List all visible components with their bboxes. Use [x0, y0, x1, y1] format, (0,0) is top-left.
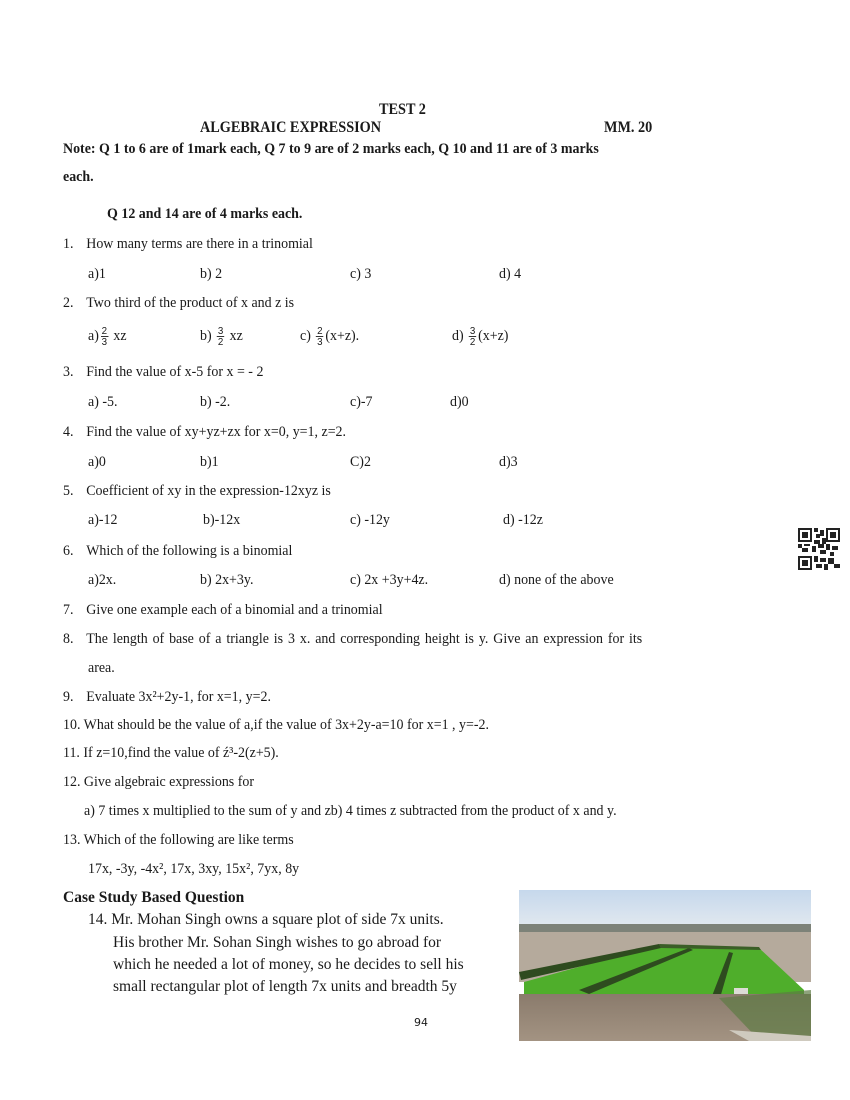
question-number: 5. [63, 483, 74, 499]
q4-option-b: b)1 [200, 454, 219, 470]
question-text: Coefficient of xy in the expression-12xyz is [86, 483, 331, 499]
case-study-line-1: 14. Mr. Mohan Singh owns a square plot of side 7x units. [88, 911, 444, 928]
fraction: $\frac{2}{3}$ [101, 325, 108, 348]
max-marks: MM. 20 [604, 119, 653, 136]
case-study-line-2: His brother Mr. Sohan Singh wishes to go abroad for [113, 934, 442, 951]
question-text: If z=10,find the value of ź³-2(z+5). [83, 745, 279, 761]
q3-option-b: b) -2. [200, 394, 231, 410]
q3-option-a: a) -5. [88, 394, 118, 410]
option-prefix: b) [200, 327, 216, 344]
q1-option-a: a)1 [88, 266, 106, 282]
q2-option-a [88, 326, 127, 347]
question-5 [63, 483, 331, 500]
question-13 [63, 832, 294, 849]
note-line-2: each. [63, 169, 94, 185]
question-2 [63, 295, 294, 312]
option-prefix: a) [88, 327, 99, 344]
question-number: 7. [63, 602, 74, 618]
question-text: Give algebraic expressions for [83, 774, 254, 790]
question-11 [63, 745, 279, 762]
option-suffix: (x+z) [478, 327, 509, 344]
farm-plot-photo [519, 890, 811, 1041]
case-study-line-4: small rectangular plot of length 7x units and breadth 5y [113, 978, 457, 995]
question-12-parts: a) 7 times x multiplied to the sum of y and zb) 4 times z subtracted from the product of x and y. [84, 803, 617, 819]
question-number: 10. [63, 717, 81, 733]
q2-option-d [452, 326, 508, 347]
question-12 [63, 774, 254, 791]
question-text: Which of the following is a binomial [86, 543, 293, 559]
q3-option-d: d)0 [450, 394, 469, 410]
fraction: $\frac{3}{2}$ [469, 325, 476, 348]
question-6 [63, 543, 292, 560]
question-text: How many terms are there in a trinomial [86, 236, 313, 252]
question-number: 8. [63, 631, 74, 647]
question-13-terms: 17x, -3y, -4x², 17x, 3xy, 15x², 7yx, 8y [88, 861, 300, 877]
q6-option-b: b) 2x+3y. [200, 572, 254, 588]
question-number: 1. [63, 236, 74, 252]
test-title: TEST 2 [379, 101, 426, 118]
question-text: The length of base of a triangle is 3 x. and corresponding height is y. Give an expression for its [86, 631, 643, 647]
question-text: Evaluate 3x²+2y-1, for x=1, y=2. [86, 689, 271, 705]
q6-option-c: c) 2x +3y+4z. [350, 572, 429, 588]
q1-option-b: b) 2 [200, 266, 223, 282]
question-7 [63, 602, 383, 619]
question-4 [63, 424, 346, 441]
question-number: 4. [63, 424, 74, 440]
fraction: $\frac{3}{2}$ [217, 325, 224, 348]
q5-option-c: c) -12y [350, 512, 390, 528]
q5-option-d: d) -12z [503, 512, 543, 528]
q1-option-d: d) 4 [499, 266, 522, 282]
qr-code[interactable] [798, 528, 840, 570]
q6-option-a: a)2x. [88, 572, 117, 588]
q1-option-c: c) 3 [350, 266, 372, 282]
option-suffix: xz [109, 327, 127, 344]
fraction: $\frac{2}{3}$ [317, 325, 323, 348]
question-number: 13. [63, 832, 81, 848]
case-study-title: Case Study Based Question [63, 889, 245, 906]
question-8-continuation: area. [88, 660, 115, 676]
chapter-title: ALGEBRAIC EXPRESSION [200, 119, 382, 136]
page-number: 94 [414, 1016, 428, 1029]
option-prefix: c) [300, 327, 315, 344]
question-number: 6. [63, 543, 74, 559]
q5-option-a: a)-12 [88, 512, 118, 528]
question-text: Two third of the product of x and z is [86, 295, 295, 311]
question-8 [63, 631, 642, 648]
case-study-line-3: which he needed a lot of money, so he decides to sell his [113, 956, 464, 973]
question-3 [63, 364, 263, 381]
question-text: Which of the following are like terms [83, 832, 294, 848]
q3-option-c: c)-7 [350, 394, 373, 410]
question-number: 3. [63, 364, 74, 380]
q4-option-c: C)2 [350, 454, 371, 470]
question-text: Find the value of xy+yz+zx for x=0, y=1, z=2. [86, 424, 347, 440]
question-9 [63, 689, 271, 706]
note-line-3: Q 12 and 14 are of 4 marks each. [107, 206, 303, 222]
q6-option-d: d) none of the above [499, 572, 614, 588]
option-suffix: (x+z). [325, 327, 360, 344]
question-text: Find the value of x-5 for x = - 2 [86, 364, 264, 380]
q5-option-b: b)-12x [203, 512, 241, 528]
question-number: 11. [63, 745, 80, 761]
q2-option-c [300, 326, 359, 347]
note-line-1: Note: Q 1 to 6 are of 1mark each, Q 7 to 9 are of 2 marks each, Q 10 and 11 are of 3 marks [63, 141, 599, 157]
question-number: 12. [63, 774, 81, 790]
question-text: Give one example each of a binomial and a trinomial [86, 602, 383, 618]
question-number: 2. [63, 295, 74, 311]
option-suffix: xz [226, 327, 243, 344]
q2-option-b [200, 326, 243, 347]
q4-option-a: a)0 [88, 454, 106, 470]
question-number: 9. [63, 689, 74, 705]
option-prefix: d) [452, 327, 468, 344]
question-1 [63, 236, 313, 253]
question-text: What should be the value of a,if the value of 3x+2y-a=10 for x=1 , y=-2. [83, 717, 489, 733]
q4-option-d: d)3 [499, 454, 518, 470]
question-number: 14. [88, 911, 108, 928]
question-10 [63, 717, 489, 734]
